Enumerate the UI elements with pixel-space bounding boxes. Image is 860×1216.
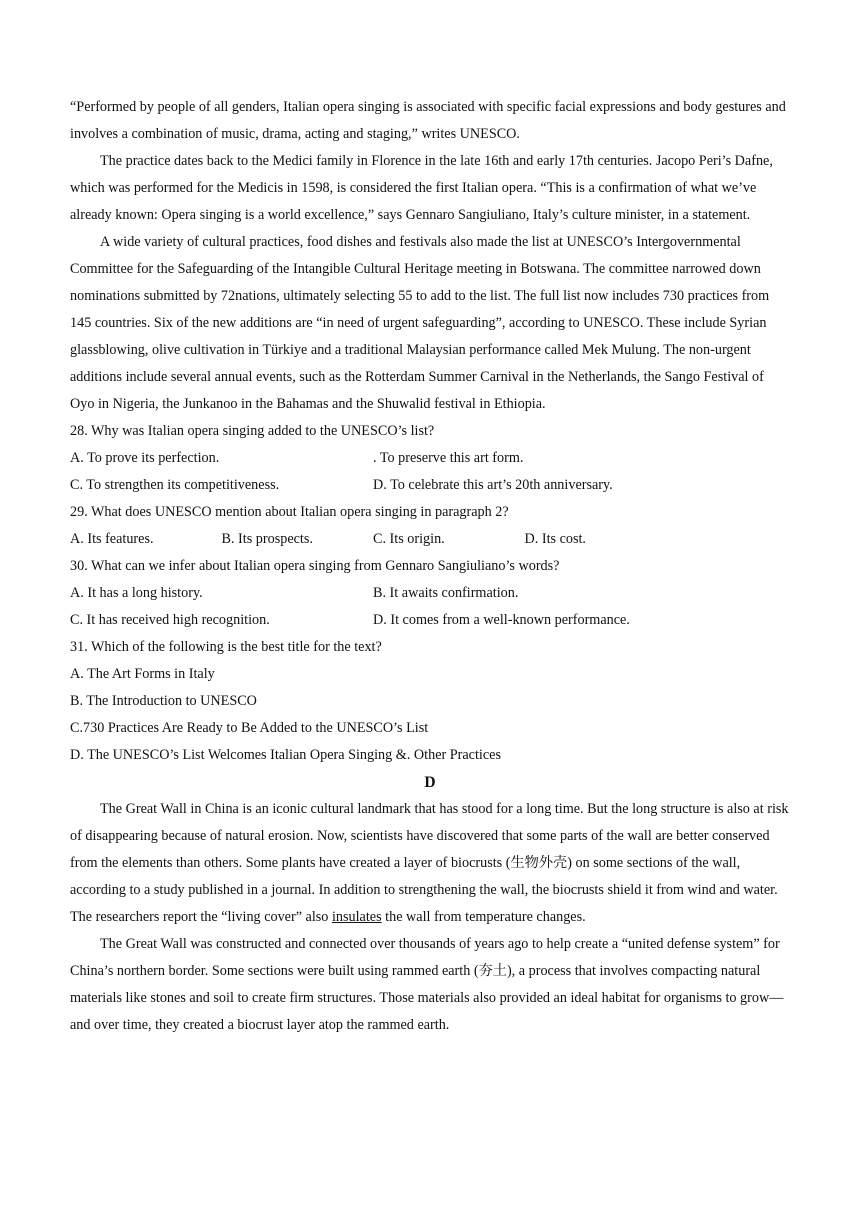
question-29-stem: 29. What does UNESCO mention about Italian opera singing in paragraph 2? [70,504,509,520]
question-28-option-b: . To preserve this art form. [373,450,524,466]
question-29-option-c: C. Its origin. [373,531,445,547]
question-30-option-a: A. It has a long history. [70,585,203,601]
question-30-options-row-1 [70,580,790,607]
question-28-option-a: A. To prove its perfection. [70,450,220,466]
question-30-options-row-2 [70,607,790,634]
passage-d-paragraph-1-text: The Great Wall in China is an iconic cultural landmark that has stood for a long time. But the long structure is also at risk of disappearing because of natural erosion. Now, scientists have discovered that some parts of the wall are better conserved from the elements than others. Some plants have created a layer of biocrusts (生物外壳) on some sections of the wall, according to a study published in a journal. In addition to strengthening the wall, the biocrusts shield it from wind and water. The researchers report the “living cover” also [70,801,789,925]
question-29-option-d: D. Its cost. [524,531,586,547]
question-31-option-a: A. The Art Forms in Italy [70,666,215,682]
passage-c-paragraph-2: The practice dates back to the Medici family in Florence in the late 16th and early 17th centuries. Jacopo Peri’s Dafne, which was performed for the Medicis in 1598, is considered the first Italian opera. “This is a confirmation of what we’ve already known: Opera singing is a world excellence,” says Gennaro Sangiuliano, Italy’s culture minister, in a statement. [70,153,773,223]
underlined-word: insulates [331,909,382,925]
question-31-option-d: D. The UNESCO’s List Welcomes Italian Opera Singing &. Other Practices [70,747,501,763]
question-28-options-row-2 [70,472,790,499]
question-28-options-row-1 [70,445,790,472]
passage-c-paragraph-3: A wide variety of cultural practices, food dishes and festivals also made the list at UNESCO’s Intergovernmental Committee for the Safeguarding of the Intangible Cultural Heritage meeting in Botswana. The committee narrowed down nominations submitted by 72nations, ultimately selecting 55 to add to the list. The full list now includes 730 practices from 145 countries. Six of the new additions are “in need of urgent safeguarding”, according to UNESCO. These include Syrian glassblowing, olive cultivation in Türkiye and a traditional Malaysian performance called Mek Mulung. The non-urgent additions include several annual events, such as the Rotterdam Summer Carnival in the Netherlands, the Sango Festival of Oyo in Nigeria, the Junkanoo in the Bahamas and the Shuwalid festival in Ethiopia. [70,234,770,412]
question-29-options [70,526,790,553]
question-30-option-d: D. It comes from a well-known performance. [373,612,630,628]
question-30-option-c: C. It has received high recognition. [70,612,270,628]
document-page [70,94,790,1039]
question-31-option-c: C.730 Practices Are Ready to Be Added to the UNESCO’s List [70,720,429,736]
question-30-stem: 30. What can we infer about Italian opera singing from Gennaro Sangiuliano’s words? [70,558,560,574]
question-29-option-b: B. Its prospects. [221,531,313,547]
passage-c-paragraph-1: “Performed by people of all genders, Italian opera singing is associated with specific facial expressions and body gestures and involves a combination of music, drama, acting and staging,” writes UNESCO. [70,99,786,142]
passage-d-paragraph-1 [70,796,790,931]
question-31-option-b: B. The Introduction to UNESCO [70,693,257,709]
passage-d-paragraph-2: The Great Wall was constructed and connected over thousands of years ago to help create a “united defense system” for China’s northern border. Some sections were built using rammed earth (夯土), a process that involves compacting natural materials like stones and soil to create firm structures. Those materials also provided an ideal habitat for organisms to grow—and over time, they created a biocrust layer atop the rammed earth. [70,936,784,1033]
question-29-option-a: A. Its features. [70,531,154,547]
question-28-stem: 28. Why was Italian opera singing added to the UNESCO’s list? [70,423,435,439]
passage-d-paragraph-1-end: the wall from temperature changes. [381,909,586,925]
section-heading-d: D [424,774,436,791]
question-28-option-d: D. To celebrate this art’s 20th anniversary. [373,477,613,493]
question-28-option-c: C. To strengthen its competitiveness. [70,477,280,493]
question-31-stem: 31. Which of the following is the best title for the text? [70,639,382,655]
question-30-option-b: B. It awaits confirmation. [373,585,519,601]
